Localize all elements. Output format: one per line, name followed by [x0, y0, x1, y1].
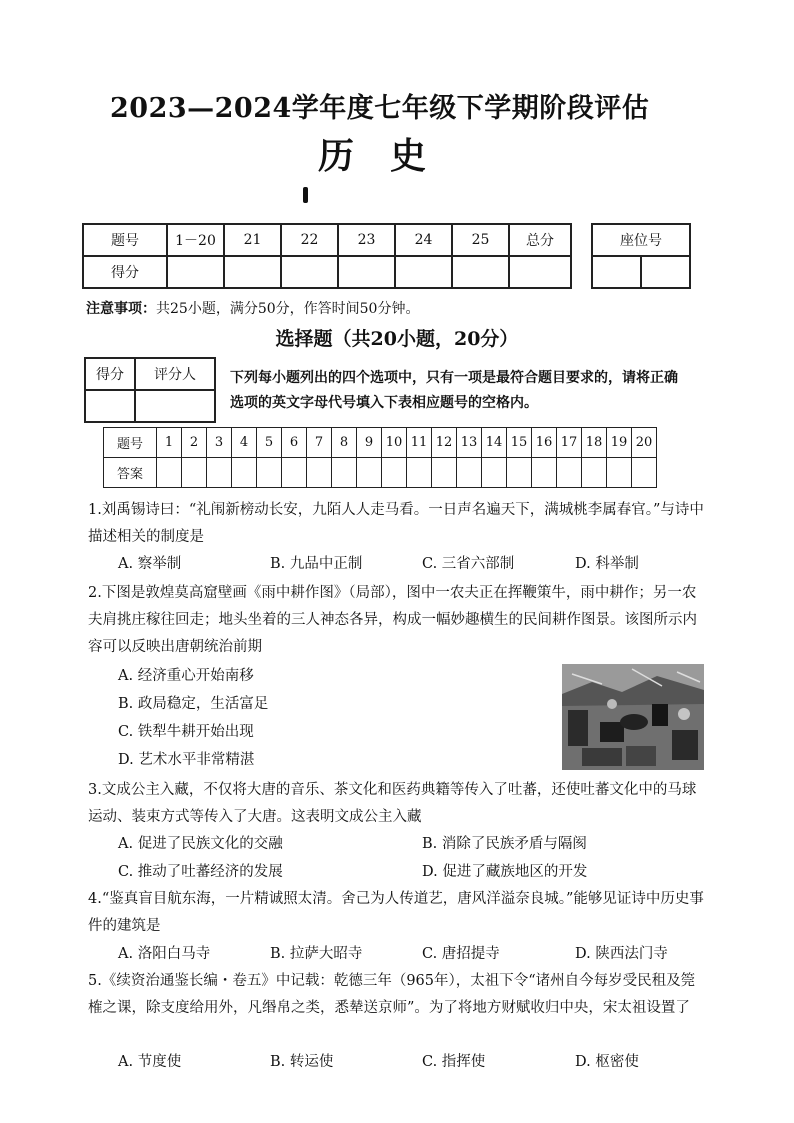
question-3-stem: 3.文成公主入藏，不仅将大唐的音乐、茶文化和医药典籍等传入了吐蕃，还使吐蕃文化中的马球运动、装束方式等传入了大唐。这表明文成公主入藏 [88, 782, 697, 825]
q4-option-d[interactable]: D. 陕西法门寺 [575, 946, 668, 962]
answer-number-cell: 11 [407, 428, 432, 458]
answer-input-cell[interactable] [332, 458, 357, 488]
answer-number-cell: 6 [282, 428, 307, 458]
answer-table [103, 427, 657, 488]
answer-input-cell[interactable] [632, 458, 657, 488]
q5-option-c[interactable]: C. 指挥使 [422, 1054, 486, 1070]
answer-number-cell: 7 [307, 428, 332, 458]
question-2-stem: 2.下图是敦煌莫高窟壁画《雨中耕作图》（局部），图中一农夫正在挥鞭策牛，雨中耕作；另一农夫肩挑庄稼往回走；地头坐着的三人神态各异，构成一幅妙趣横生的民间耕作图景。该图所示内容可以反映出唐朝统治前期 [88, 585, 697, 655]
subject-title: 历史 [318, 135, 463, 177]
q4-option-a[interactable]: A. 洛阳白马寺 [118, 946, 211, 962]
q5-option-b[interactable]: B. 转运使 [270, 1054, 334, 1070]
score-header-cell: 题号 [83, 224, 167, 256]
score-table [82, 223, 572, 289]
q2-option-b[interactable]: B. 政局稳定，生活富足 [118, 696, 269, 712]
answer-number-cell: 18 [582, 428, 607, 458]
answer-number-cell: 2 [182, 428, 207, 458]
grader-table [84, 357, 216, 423]
answer-number-cell: 13 [457, 428, 482, 458]
answer-input-cell[interactable] [307, 458, 332, 488]
answer-input-cell[interactable] [507, 458, 532, 488]
answer-number-cell: 17 [557, 428, 582, 458]
answer-input-cell[interactable] [457, 458, 482, 488]
grader-input-cell[interactable] [135, 390, 215, 422]
q1-option-a[interactable]: A. 察举制 [118, 556, 182, 572]
seat-label: 座位号 [592, 224, 690, 256]
question-5-stem: 5.《续资治通鉴长编・卷五》中记载：乾德三年（965年），太祖下令“诸州自今每岁受民租及筦榷之课，除支度给用外，凡缗帛之类，悉辇送京师”。为了将地方财赋收归中央，宋太祖设置了 [88, 973, 696, 1016]
q3-option-c[interactable]: C. 推动了吐蕃经济的发展 [118, 864, 283, 880]
answer-number-cell: 1 [157, 428, 182, 458]
answer-input-cell[interactable] [432, 458, 457, 488]
q2-option-d[interactable]: D. 艺术水平非常精湛 [118, 752, 255, 768]
answer-number-cell: 5 [257, 428, 282, 458]
score-header-cell: 23 [338, 224, 395, 256]
answer-number-cell: 8 [332, 428, 357, 458]
answer-number-cell: 20 [632, 428, 657, 458]
grader-input-cell[interactable] [85, 390, 135, 422]
answer-input-cell[interactable] [282, 458, 307, 488]
section-title: 选择题（共20小题，20分） [275, 328, 519, 350]
ink-mark [303, 187, 308, 203]
answer-number-cell: 15 [507, 428, 532, 458]
answer-input-cell[interactable] [407, 458, 432, 488]
answer-number-cell: 19 [607, 428, 632, 458]
q5-option-a[interactable]: A. 节度使 [118, 1054, 182, 1070]
answer-row-label: 答案 [104, 458, 157, 488]
answer-number-cell: 10 [382, 428, 407, 458]
score-header-cell: 22 [281, 224, 338, 256]
score-input-cell[interactable] [395, 256, 452, 288]
score-header-cell: 25 [452, 224, 509, 256]
answer-input-cell[interactable] [257, 458, 282, 488]
grader-header: 得分 [85, 358, 135, 390]
q5-option-d[interactable]: D. 枢密使 [575, 1054, 639, 1070]
q2-option-c[interactable]: C. 铁犁牛耕开始出现 [118, 724, 254, 740]
mural-illustration [562, 664, 704, 770]
score-input-cell[interactable] [509, 256, 571, 288]
answer-input-cell[interactable] [607, 458, 632, 488]
score-input-cell[interactable] [167, 256, 224, 288]
score-header-cell: 总分 [509, 224, 571, 256]
seat-input-cell[interactable] [641, 256, 690, 288]
answer-row-label: 题号 [104, 428, 157, 458]
exam-title: 2023—2024学年度七年级下学期阶段评估 [110, 93, 650, 124]
q3-option-d[interactable]: D. 促进了藏族地区的开发 [422, 864, 588, 880]
seat-table [591, 223, 691, 289]
q1-option-b[interactable]: B. 九品中正制 [270, 556, 363, 572]
answer-input-cell[interactable] [532, 458, 557, 488]
score-input-cell[interactable] [338, 256, 395, 288]
answer-number-cell: 14 [482, 428, 507, 458]
score-header-cell: 1－20 [167, 224, 224, 256]
answer-number-cell: 16 [532, 428, 557, 458]
notice-label: 注意事项： [86, 301, 156, 317]
score-header-cell: 24 [395, 224, 452, 256]
q3-option-a[interactable]: A. 促进了民族文化的交融 [118, 836, 283, 852]
answer-input-cell[interactable] [207, 458, 232, 488]
answer-input-cell[interactable] [482, 458, 507, 488]
section-instruction: 下列每小题列出的四个选项中，只有一项是最符合题目要求的，请将正确选项的英文字母代号填入下表相应题号的空格内。 [230, 370, 678, 411]
seat-input-cell[interactable] [592, 256, 641, 288]
answer-input-cell[interactable] [157, 458, 182, 488]
answer-input-cell[interactable] [182, 458, 207, 488]
question-1-stem: 1.刘禹锡诗曰：“礼闱新榜动长安，九陌人人走马看。一日声名遍天下，满城桃李属春官。”与诗中描述相关的制度是 [88, 502, 704, 545]
question-4-stem: 4.“鉴真盲目航东海，一片精诚照太清。舍己为人传道艺，唐风洋溢奈良城。”能够见证诗中历史事件的建筑是 [88, 891, 704, 934]
mural-image [562, 664, 704, 770]
score-header-cell: 21 [224, 224, 281, 256]
answer-number-cell: 4 [232, 428, 257, 458]
notice [86, 298, 419, 318]
grader-header: 评分人 [135, 358, 215, 390]
answer-input-cell[interactable] [557, 458, 582, 488]
score-input-cell[interactable] [452, 256, 509, 288]
answer-number-cell: 12 [432, 428, 457, 458]
score-row-label: 得分 [83, 256, 167, 288]
answer-input-cell[interactable] [382, 458, 407, 488]
q1-option-c[interactable]: C. 三省六部制 [422, 556, 515, 572]
q2-option-a[interactable]: A. 经济重心开始南移 [118, 668, 254, 684]
q1-option-d[interactable]: D. 科举制 [575, 556, 639, 572]
answer-input-cell[interactable] [582, 458, 607, 488]
answer-number-cell: 3 [207, 428, 232, 458]
score-input-cell[interactable] [224, 256, 281, 288]
answer-number-cell: 9 [357, 428, 382, 458]
q4-option-b[interactable]: B. 拉萨大昭寺 [270, 946, 363, 962]
answer-input-cell[interactable] [232, 458, 257, 488]
q3-option-b[interactable]: B. 消除了民族矛盾与隔阂 [422, 836, 587, 852]
notice-text: 共25小题，满分50分，作答时间50分钟。 [156, 301, 420, 317]
answer-input-cell[interactable] [357, 458, 382, 488]
q4-option-c[interactable]: C. 唐招提寺 [422, 946, 500, 962]
score-input-cell[interactable] [281, 256, 338, 288]
